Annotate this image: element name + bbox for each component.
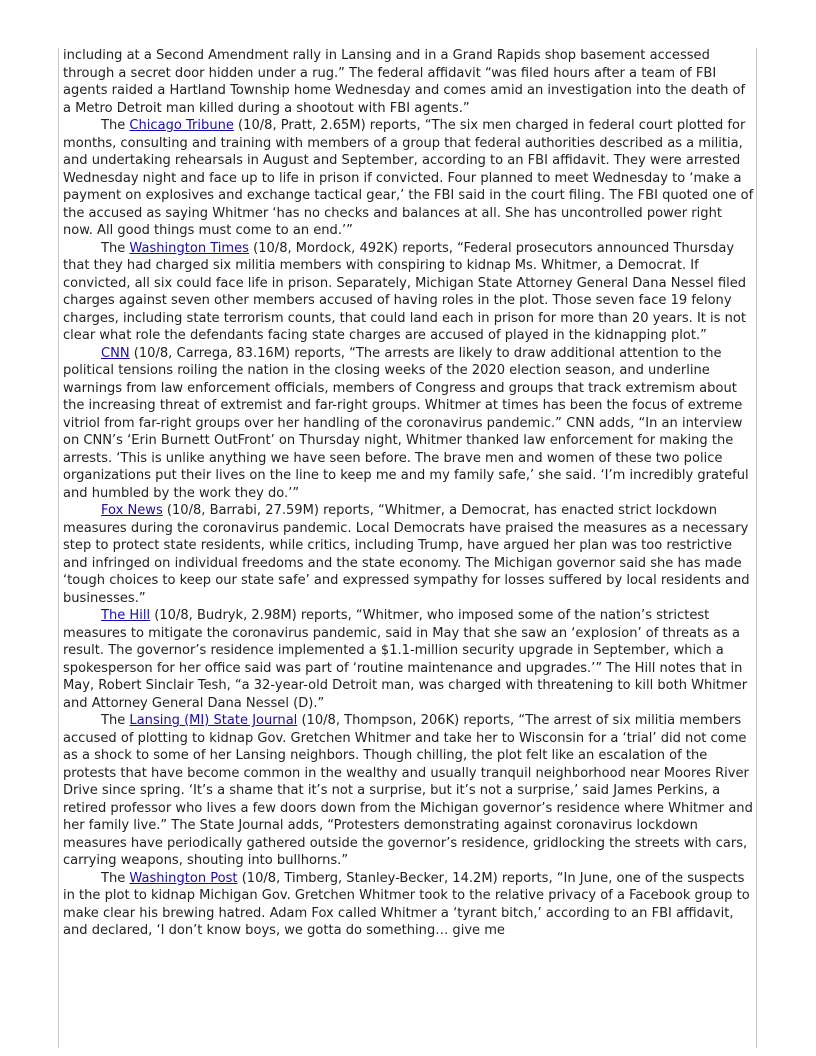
paragraph-text: (10/8, Budryk, 2.98M) reports, “Whitmer, who imposed some of the nation’s strictest measures to mitigate the coronavirus pandemic, said in May that she saw an ‘explosion’ of threats as a result. The governor’s residence implemented a $1.1-million security upgrade in September, which a spokesperson for her office said was part of ‘routine maintenance and upgrades.’” The Hill notes that in May, Robert Sinclair Tesh, “a 32-year-old Detroit man, was charged with threatening to kill both Whitmer and Attorney General Dana Nessel (D).” <box>63 608 748 711</box>
paragraph-chicago-tribune <box>63 117 755 240</box>
source-link-lansing-state-journal[interactable]: Lansing (MI) State Journal <box>129 713 298 728</box>
paragraph-fox-news <box>63 502 755 607</box>
paragraph-continued <box>63 47 755 117</box>
right-margin-rule <box>756 48 757 1048</box>
source-link-the-hill[interactable]: The Hill <box>101 608 151 623</box>
paragraph-text: (10/8, Thompson, 206K) reports, “The arrest of six militia members accused of plotting to kidnap Gov. Gretchen Whitmer and take her to Wisconsin for a ‘trial’ did not come as a shock to some of her Lansing neighbors. Though chilling, the plot felt like an escalation of the protests that have become common in the wealthy and usually tranquil neighborhood near Moores River Drive since spring. ‘It’s a shame that it’s not a surprise, but it’s not a surprise,’ said James Perkins, a retired professor who lives a few doors down from the Michigan governor’s residence where Whitmer and her family live.” The State Journal adds, “Protesters demonstrating against coronavirus lockdown measures have periodically gathered outside the governor’s residence, gridlocking the streets with cars, carrying weapons, shouting into bullhorns.” <box>63 713 753 868</box>
paragraph-text: (10/8, Barrabi, 27.59M) reports, “Whitmer, a Democrat, has enacted strict lockdown measures during the coronavirus pandemic. Local Democrats have praised the measures as a necessary step to protect state residents, while critics, including Trump, have argued her plan was too restrictive and infringed on individual freedoms and the state economy. The Michigan governor said she has made ‘tough choices to keep our state safe’ and expressed sympathy for losses suffered by local residents and businesses.” <box>63 503 750 606</box>
paragraph-cnn <box>63 345 755 503</box>
paragraph-the-hill <box>63 607 755 712</box>
source-link-fox-news[interactable]: Fox News <box>101 503 163 518</box>
paragraph-text: (10/8, Mordock, 492K) reports, “Federal prosecutors announced Thursday that they had charged six militia members with conspiring to kidnap Ms. Whitmer, a Democrat. If convicted, all six could face life in prison. Separately, Michigan State Attorney General Dana Nessel filed charges against seven other members accused of having roles in the plot. Those seven face 19 felony charges, including state terrorism counts, that could land each in prison for more than 20 years. It is not clear what role the defendants facing state charges are accused of played in the kidnapping plot.” <box>63 240 747 343</box>
source-link-cnn[interactable]: CNN <box>101 345 130 361</box>
paragraph-washington-post <box>63 870 755 940</box>
paragraph-washington-times <box>63 240 755 345</box>
paragraph-text: (10/8, Pratt, 2.65M) reports, “The six men charged in federal court plotted for months, consulting and training with members of a group that federal authorities described as a militia, and undertaking rehearsals in August and September, according to an FBI affidavit. They were arrested Wednesday night and face up to life in prison if convicted. Four planned to meet Wednesday to ‘make a payment on explosives and exchange tactical gear,’ the FBI said in the court filing. The FBI quoted one of the accused as saying Whitmer ‘has no checks and balances at all. She has uncontrolled power right now. All good things must come to an end.’” <box>63 118 754 238</box>
left-margin-rule <box>58 48 59 1048</box>
paragraph-lansing-state-journal <box>63 712 755 870</box>
paragraph-prefix: The <box>101 240 130 256</box>
article-body <box>63 47 755 940</box>
paragraph-text: including at a Second Amendment rally in Lansing and in a Grand Rapids shop basement accessed through a secret door hidden under a rug.” The federal affidavit “was filed hours after a team of FBI agents raided a Hartland Township home Wednesday and comes amid an investigation into the death of a Metro Detroit man killed during a shootout with FBI agents.” <box>63 48 746 116</box>
paragraph-text: (10/8, Carrega, 83.16M) reports, “The arrests are likely to draw additional attention to the political tensions roiling the nation in the closing weeks of the 2020 election season, and underline warnings from law enforcement officials, members of Congress and groups that track extremism about the increasing threat of extremist and far-right groups. Whitmer at times has been the focus of extreme vitriol from far-right groups over her handling of the coronavirus pandemic.” CNN adds, “In an interview on CNN’s ‘Erin Burnett OutFront’ on Thursday night, Whitmer thanked law enforcement for making the arrests. ‘This is unlike anything we have seen before. The brave men and women of these two police organizations put their lives on the line to keep me and my family safe,’ she said. ‘I’m incredibly grateful and humbled by the work they do.’” <box>63 345 749 501</box>
source-link-washington-times[interactable]: Washington Times <box>129 240 249 256</box>
paragraph-prefix: The <box>101 118 130 133</box>
paragraph-text: (10/8, Timberg, Stanley-Becker, 14.2M) reports, “In June, one of the suspects in the plot to kidnap Michigan Gov. Gretchen Whitmer took to the relative privacy of a Facebook group to make clear his brewing hatred. Adam Fox called Whitmer a ‘tyrant bitch,’ according to an FBI affidavit, and declared, ‘I don’t know boys, we gotta do something… give me <box>63 870 750 938</box>
paragraph-prefix: The <box>101 870 130 886</box>
source-link-chicago-tribune[interactable]: Chicago Tribune <box>129 118 234 133</box>
paragraph-prefix: The <box>101 713 130 728</box>
source-link-washington-post[interactable]: Washington Post <box>129 870 238 886</box>
